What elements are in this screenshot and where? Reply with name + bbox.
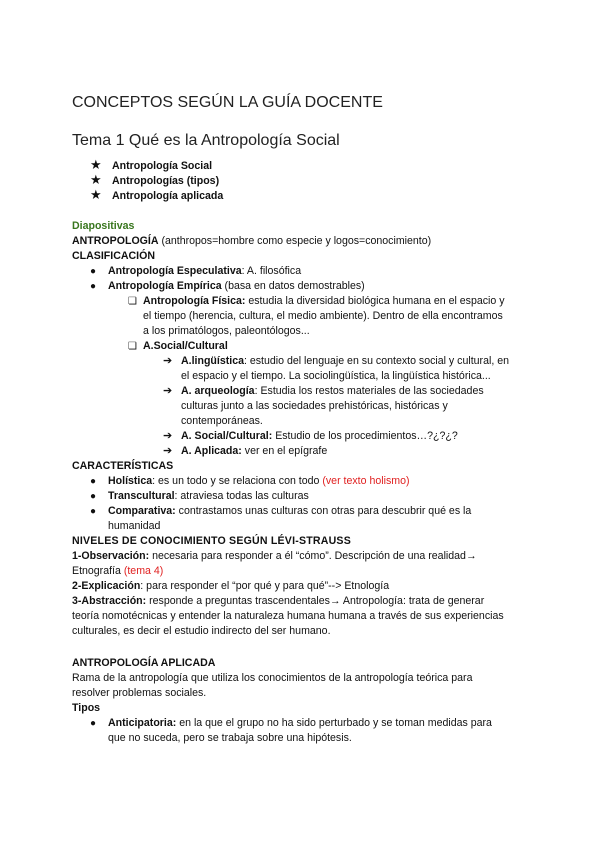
arrow-bullet-icon: ➔ <box>163 355 173 367</box>
list-item-linguistica-cont: el espacio y el tiempo. La sociolingüística, la lingüística histórica... <box>181 370 491 382</box>
antropologia-definition: ANTROPOLOGÍA (anthropos=hombre como especie y logos=conocimiento) <box>72 235 432 247</box>
checkbox-bullet-icon: ❏ <box>128 341 137 352</box>
list-item-arqueologia: ➔ A. arqueología: Estudia los restos materiales de las sociedades <box>163 385 484 397</box>
nivel-abstraccion-cont: culturales, es decir el estudio indirecto del ser humano. <box>72 625 331 637</box>
list-item-comparativa-cont: humanidad <box>108 520 161 532</box>
section-label-diapositivas: Diapositivas <box>72 220 135 232</box>
list-item-social-cultural: ❏ A.Social/Cultural <box>128 340 228 352</box>
star-bullet-icon: ★ <box>90 157 102 172</box>
topic-item: ★ Antropología Social <box>90 157 213 172</box>
checkbox-bullet-icon: ❏ <box>128 296 137 307</box>
arrow-bullet-icon: ➔ <box>163 385 173 397</box>
tipos-heading: Tipos <box>72 702 101 714</box>
caracteristicas-heading: CARACTERÍSTICAS <box>72 460 174 472</box>
list-item-a-aplicada: ➔ A. Aplicada: ver en el epígrafe <box>163 445 328 457</box>
star-bullet-icon: ★ <box>90 172 102 187</box>
bullet-dot-icon: ● <box>90 281 97 292</box>
bullet-dot-icon: ● <box>90 266 97 277</box>
star-bullet-icon: ★ <box>90 187 102 202</box>
document-title: CONCEPTOS SEGÚN LA GUÍA DOCENTE <box>72 94 383 111</box>
nivel-observacion-cont: Etnografía (tema 4) <box>72 565 164 577</box>
nivel-observacion: 1-Observación: necesaria para responder a él “cómo”. Descripción de una realidad→ <box>72 550 477 562</box>
list-item-comparativa: ● Comparativa: contrastamos unas culturas con otras para descubrir qué es la <box>90 505 472 517</box>
list-item-anticipatoria-cont: que no suceda, pero se trabaja sobre una hipótesis. <box>108 732 352 744</box>
topic-title: Tema 1 Qué es la Antropología Social <box>72 132 340 149</box>
list-item-transcultural: ● Transcultural: atraviesa todas las culturas <box>90 490 309 502</box>
bullet-dot-icon: ● <box>90 491 97 502</box>
list-item-arqueologia-cont: contemporáneas. <box>181 415 263 427</box>
list-item-holistica: ● Holística: es un todo y se relaciona con todo (ver texto holismo) <box>90 475 410 487</box>
list-item-empirica: ● Antropología Empírica (basa en datos demostrables) <box>90 280 365 292</box>
arrow-bullet-icon: ➔ <box>163 445 173 457</box>
aplicada-paragraph: Rama de la antropología que utiliza los conocimientos de la antropología teórica para <box>72 672 473 684</box>
bullet-dot-icon: ● <box>90 718 97 729</box>
nivel-abstraccion: 3-Abstracción: responde a preguntas trascendentales→ Antropología: trata de generar <box>72 595 485 607</box>
list-item-anticipatoria: ● Anticipatoria: en la que el grupo no ha sido perturbado y se toman medidas para <box>90 717 492 729</box>
niveles-heading: NIVELES DE CONOCIMIENTO SEGÚN LÉVI-STRAUSS <box>72 535 351 547</box>
bullet-dot-icon: ● <box>90 476 97 487</box>
list-item-fisica: ❏ Antropología Física: estudia la diversidad biológica humana en el espacio y <box>128 295 505 307</box>
list-item-fisica-cont: el tiempo (herencia, cultura, el medio ambiente). Dentro de ella encontramos <box>143 310 503 322</box>
clasificacion-heading: CLASIFICACIÓN <box>72 250 155 262</box>
list-item-arqueologia-cont: culturas junto a las sociedades prehistóricas, históricas y <box>181 400 448 412</box>
list-item-linguistica: ➔ A.lingüística: estudio del lenguaje en su contexto social y cultural, en <box>163 355 509 367</box>
list-item-a-social: ➔ A. Social/Cultural: Estudio de los procedimientos…?¿?¿? <box>163 430 458 442</box>
bullet-dot-icon: ● <box>90 506 97 517</box>
list-item-fisica-cont: a los primatólogos, paleontólogos... <box>143 325 310 337</box>
nivel-explicacion: 2-Explicación: para responder el “por qué y para qué”--> Etnología <box>72 580 390 592</box>
nivel-abstraccion-cont: teoría nomotécnicas y entender la naturaleza humana humana a través de sus experiencias <box>72 610 504 622</box>
arrow-bullet-icon: ➔ <box>163 430 173 442</box>
aplicada-paragraph-cont: resolver problemas sociales. <box>72 687 207 699</box>
topic-item: ★ Antropologías (tipos) <box>90 172 220 187</box>
list-item-especulativa: ● Antropología Especulativa: A. filosófica <box>90 265 302 277</box>
aplicada-heading: ANTROPOLOGÍA APLICADA <box>72 657 216 669</box>
topic-item: ★ Antropología aplicada <box>90 187 224 202</box>
